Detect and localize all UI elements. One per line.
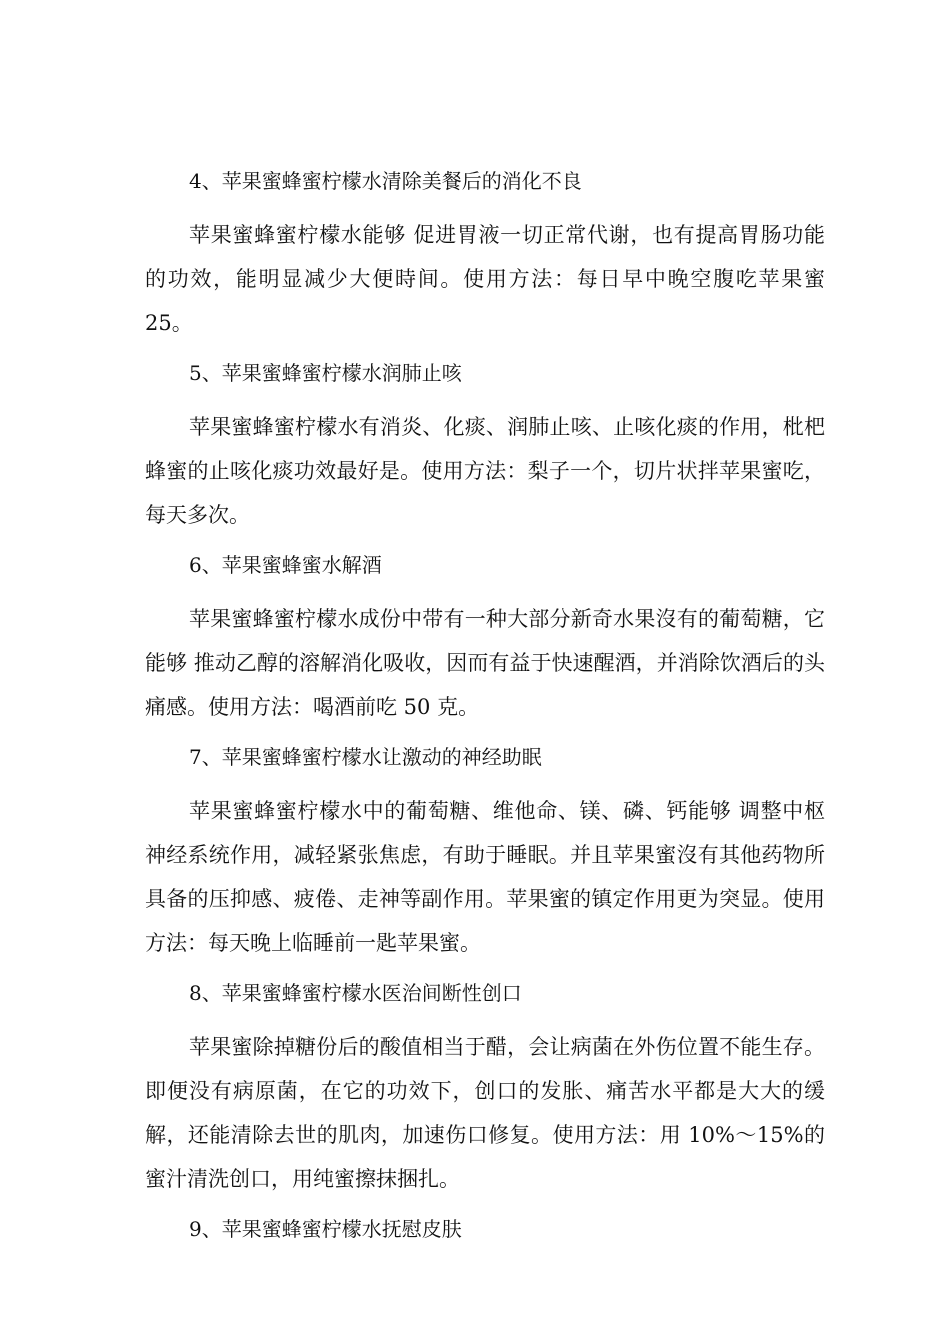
section-heading-4: 4、苹果蜜蜂蜜柠檬水清除美餐后的消化不良 [189, 169, 582, 193]
section-heading-7: 7、苹果蜜蜂蜜柠檬水让激动的神经助眠 [189, 745, 542, 769]
section-body-5: 苹果蜜蜂蜜柠檬水有消炎、化痰、润肺止咳、止咳化痰的作用，枇杷蜂蜜的止咳化痰功效最好是。使用方法：梨子一个，切片状拌苹果蜜吃，每天多次。 [145, 415, 825, 527]
section-body-4: 苹果蜜蜂蜜柠檬水能够 促进胃液一切正常代谢，也有提高胃肠功能的功效，能明显减少大便時间。使用方法：每日早中晚空腹吃苹果蜜 25。 [145, 223, 825, 335]
section-body-6: 苹果蜜蜂蜜柠檬水成份中带有一种大部分新奇水果沒有的葡萄糖，它能够 推动乙醇的溶解消化吸收，因而有益于快速醒酒，并消除饮酒后的头痛感。使用方法：喝酒前吃 50 克。 [145, 607, 825, 719]
section-heading-9: 9、苹果蜜蜂蜜柠檬水抚慰皮肤 [189, 1217, 462, 1241]
section-body-8: 苹果蜜除掉糖份后的酸值相当于醋，会让病菌在外伤位置不能生存。即便没有病原菌，在它的功效下，创口的发胀、痛苦水平都是大大的缓解，还能清除去世的肌肉，加速伤口修复。使用方法：用 10%～15%的蜜汁清洗创口，用纯蜜擦抹捆扎。 [145, 1035, 825, 1191]
document-body [145, 163, 825, 1261]
section-heading-5: 5、苹果蜜蜂蜜柠檬水润肺止咳 [189, 361, 462, 385]
section-heading-6: 6、苹果蜜蜂蜜水解酒 [189, 553, 382, 577]
section-body-7: 苹果蜜蜂蜜柠檬水中的葡萄糖、维他命、镁、磷、钙能够 调整中枢神经系统作用，减轻紧张焦虑，有助于睡眠。并且苹果蜜沒有其他药物所具备的压抑感、疲倦、走神等副作用。苹果蜜的镇定作用更为突显。使用方法：每天晚上临睡前一匙苹果蜜。 [145, 799, 825, 955]
section-heading-8: 8、苹果蜜蜂蜜柠檬水医治间断性创口 [189, 981, 522, 1005]
